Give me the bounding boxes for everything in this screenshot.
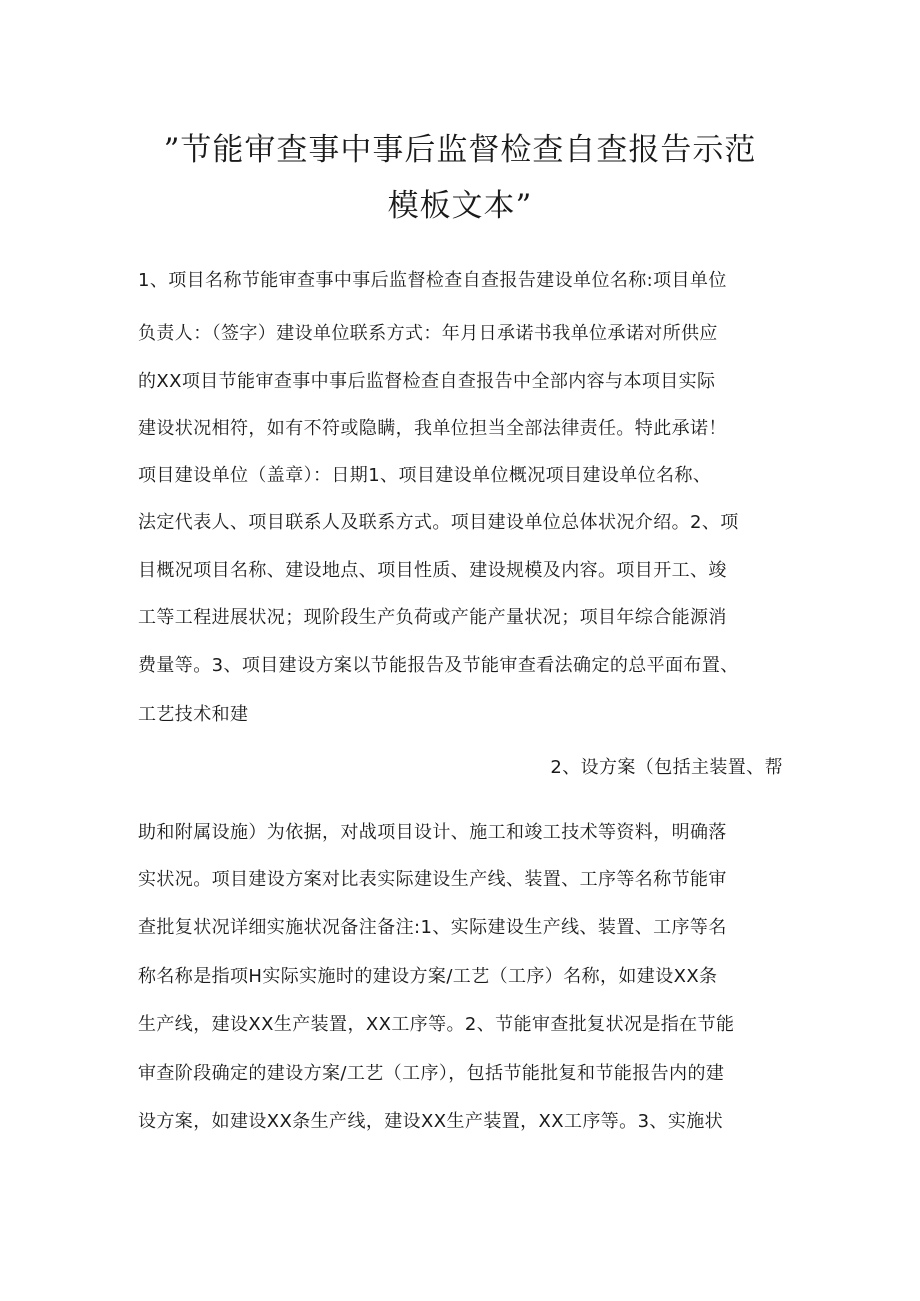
- paragraph-2-line: 称名称是指项H实际实施时的建设方案/工艺（工序）名称，如建设XX条: [138, 966, 718, 987]
- document-title-line-2: 模板文本”: [387, 188, 533, 224]
- paragraph-1-line: 项目建设单位（盖章）：日期1、项目建设单位概况项目建设单位名称、: [138, 465, 712, 486]
- paragraph-2-line: 实状况。项目建设方案对比表实际建设生产线、装置、工序等名称节能审: [138, 869, 727, 890]
- paragraph-2-line: 设方案，如建设XX条生产线，建设XX生产装置，XX工序等。3、实施状: [138, 1111, 724, 1132]
- paragraph-2-line: 审查阶段确定的建设方案/工艺（工序），包括节能批复和节能报告内的建: [138, 1063, 725, 1084]
- right-aligned-line: 2、设方案（包括主装置、帮: [550, 757, 783, 778]
- paragraph-2-line: 助和附属设施）为依据，对战项目设计、施工和竣工技术等资料，明确落: [138, 822, 727, 843]
- paragraph-1-line: 工艺技术和建: [138, 704, 249, 725]
- paragraph-1-line: 的XX项目节能审查事中事后监督检查自查报告中全部内容与本项目实际: [138, 371, 716, 392]
- paragraph-1-line: 目概况项目名称、建设地点、项目性质、建设规模及内容。项目开工、竣: [138, 560, 727, 581]
- paragraph-1-line: 工等工程进展状况；现阶段生产负荷或产能产量状况；项目年综合能源消: [138, 607, 727, 628]
- paragraph-1-line: 负责人：（签字）建设单位联系方式：年月日承诺书我单位承诺对所供应: [138, 323, 718, 344]
- paragraph-1-line: 费量等。3、项目建设方案以节能报告及节能审查看法确定的总平面布置、: [138, 655, 739, 676]
- paragraph-1-line: 法定代表人、项目联系人及联系方式。项目建设单位总体状况介绍。2、项: [138, 512, 739, 533]
- paragraph-2-line: 查批复状况详细实施状况备注备注:1、实际建设生产线、装置、工序等名: [138, 917, 727, 938]
- paragraph-1-line: 建设状况相符，如有不符或隐瞒，我单位担当全部法律责任。特此承诺！: [138, 418, 727, 439]
- paragraph-2-line: 生产线，建设XX生产装置，XX工序等。2、节能审查批复状况是指在节能: [138, 1014, 735, 1035]
- paragraph-1-line: 1、项目名称节能审查事中事后监督检查自查报告建设单位名称:项目单位: [138, 270, 727, 291]
- document-title-line-1: ”节能审查事中事后监督检查自查报告示范: [163, 132, 757, 168]
